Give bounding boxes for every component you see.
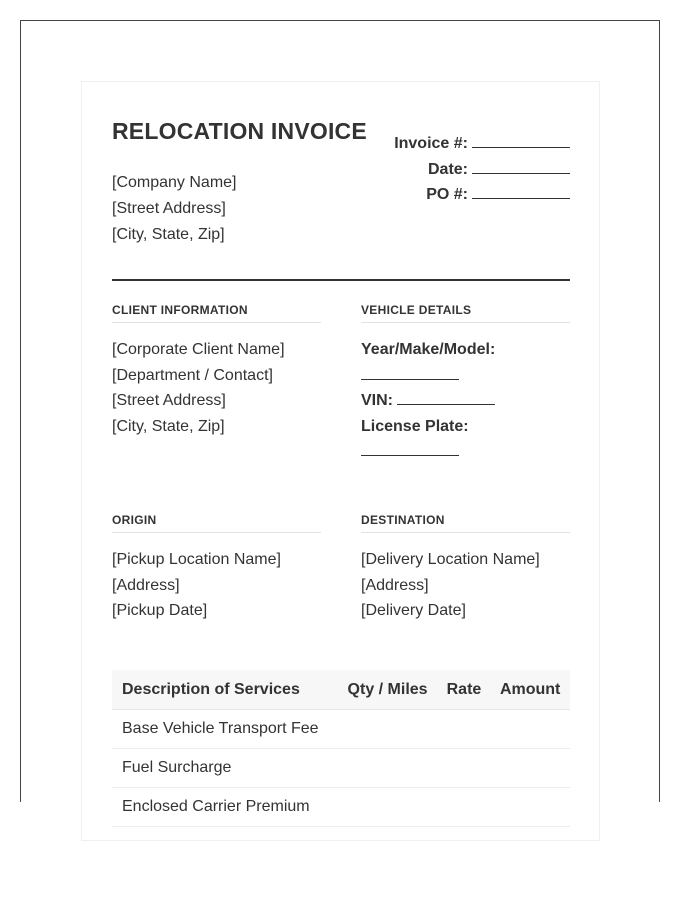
- company-city: [City, State, Zip]: [112, 226, 225, 243]
- date-label: Date:: [427, 160, 468, 178]
- destination-section: [361, 513, 570, 624]
- vin-field[interactable]: [397, 390, 495, 405]
- vin-label: VIN:: [361, 392, 393, 409]
- header-divider: [112, 279, 570, 281]
- invoice-title: RELOCATION INVOICE: [112, 118, 367, 144]
- invoice-document: [81, 81, 600, 841]
- table-header-row: [112, 670, 570, 710]
- row-description: Fuel Surcharge: [112, 749, 338, 788]
- row-description: Enclosed Carrier Premium: [112, 788, 338, 827]
- origin-heading: ORIGIN: [112, 513, 321, 533]
- po-label: PO #:: [426, 186, 468, 203]
- destination-lines: [361, 547, 570, 624]
- client-city: [City, State, Zip]: [112, 417, 225, 435]
- client-lines: [112, 337, 321, 439]
- license-plate-field[interactable]: [361, 441, 459, 456]
- destination-heading: DESTINATION: [361, 513, 570, 533]
- row-amount[interactable]: [490, 749, 570, 788]
- col-qty-miles: Qty / Miles: [338, 670, 438, 710]
- vehicle-section: [361, 303, 570, 465]
- po-field[interactable]: [472, 184, 570, 199]
- row-rate[interactable]: [438, 710, 491, 749]
- date-row: [394, 157, 570, 183]
- origin-lines: [112, 547, 321, 624]
- company-block: [112, 170, 237, 248]
- row-rate[interactable]: [438, 788, 491, 827]
- pickup-date: [Pickup Date]: [112, 602, 208, 619]
- date-field[interactable]: [472, 159, 570, 174]
- row-amount[interactable]: [490, 710, 570, 749]
- invoice-number-field[interactable]: [472, 133, 570, 148]
- license-plate-label: License Plate:: [361, 417, 469, 435]
- delivery-address: [Address]: [361, 576, 429, 594]
- invoice-meta: [394, 131, 570, 208]
- col-rate: Rate: [438, 670, 491, 710]
- origin-section: [112, 513, 321, 624]
- row-qty[interactable]: [338, 788, 438, 827]
- row-amount[interactable]: [490, 788, 570, 827]
- page-frame: [20, 20, 660, 815]
- client-section: [112, 303, 321, 439]
- row-qty[interactable]: [338, 749, 438, 788]
- client-name: [Corporate Client Name]: [112, 341, 285, 358]
- invoice-number-label: Invoice #:: [394, 135, 468, 152]
- year-make-model-field[interactable]: [361, 365, 459, 380]
- invoice-number-row: [394, 131, 570, 157]
- client-heading: CLIENT INFORMATION: [112, 303, 321, 323]
- row-qty[interactable]: [338, 710, 438, 749]
- table-row: [112, 749, 570, 788]
- vehicle-lines: [361, 337, 570, 465]
- pickup-location: [Pickup Location Name]: [112, 551, 281, 568]
- vehicle-heading: VEHICLE DETAILS: [361, 303, 570, 323]
- company-street: [Street Address]: [112, 200, 226, 217]
- table-row: [112, 710, 570, 749]
- services-table: [112, 670, 570, 827]
- year-make-model-label: Year/Make/Model:: [361, 341, 496, 358]
- row-description: Base Vehicle Transport Fee: [112, 710, 338, 749]
- po-row: [394, 182, 570, 208]
- client-street: [Street Address]: [112, 392, 226, 409]
- delivery-location: [Delivery Location Name]: [361, 551, 540, 568]
- row-rate[interactable]: [438, 749, 491, 788]
- col-description: Description of Services: [112, 670, 338, 710]
- delivery-date: [Delivery Date]: [361, 602, 466, 619]
- col-amount: Amount: [490, 670, 570, 710]
- table-row: [112, 788, 570, 827]
- client-department: [Department / Contact]: [112, 366, 273, 384]
- company-name: [Company Name]: [112, 174, 237, 191]
- pickup-address: [Address]: [112, 576, 180, 594]
